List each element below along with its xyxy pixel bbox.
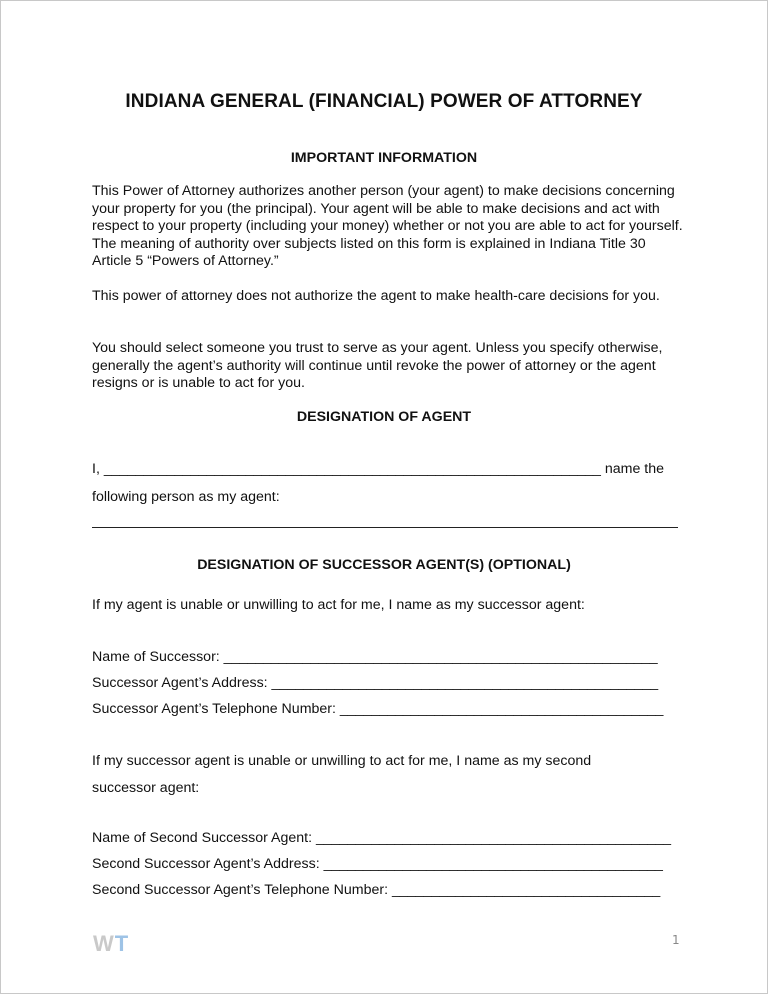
important-information-heading: IMPORTANT INFORMATION [290, 150, 478, 166]
agent-designation-text: following person as my agent: [92, 489, 280, 505]
wt-logo [93, 931, 129, 957]
successor-address-field[interactable]: Successor Agent’s Address: _________________________________________________ [92, 675, 659, 691]
important-paragraph-authority: This Power of Attorney authorizes another person (your agent) to make decisions concerning your property for you (the principal). Your agent will be able to make decisions and act with respect to your property (including your money) whether or not you are able to act for yourself. The meaning of authority over subjects listed on this form is explained in Indiana Title 30 Article 5 “Powers of Attorney.” [92, 183, 683, 269]
second-successor-intro-line2: successor agent: [92, 780, 200, 796]
principal-name-line[interactable]: I, _______________________________________________________________ name the [92, 461, 665, 477]
second-successor-intro-line1: If my successor agent is unable or unwilling to act for me, I name as my second [92, 753, 592, 769]
successor-phone-field[interactable]: Successor Agent’s Telephone Number: _________________________________________ [92, 701, 664, 717]
successor-name-field[interactable]: Name of Successor: _______________________________________________________ [92, 649, 658, 665]
logo-w-letter: W [93, 931, 115, 956]
logo-t-letter: T [114, 931, 130, 956]
important-paragraph-trust: You should select someone you trust to serve as your agent. Unless you specify otherwise, generally the agent’s authority will continue until revoke the power of attorney or the agent resigns or is unable to act for you. [92, 340, 663, 391]
important-paragraph-health-care: This power of attorney does not authorize the agent to make health-care decisions for you. [92, 288, 660, 304]
document-title: INDIANA GENERAL (FINANCIAL) POWER OF ATTORNEY [125, 91, 643, 112]
second-successor-address-field[interactable]: Second Successor Agent’s Address: ___________________________________________ [92, 856, 663, 872]
second-successor-phone-field[interactable]: Second Successor Agent’s Telephone Number: __________________________________ [92, 882, 661, 898]
designation-of-agent-heading: DESIGNATION OF AGENT [296, 409, 472, 425]
page-number: 1 [672, 933, 680, 947]
successor-agent-heading: DESIGNATION OF SUCCESSOR AGENT(S) (OPTIONAL) [197, 557, 571, 573]
agent-name-blank[interactable] [92, 511, 678, 528]
second-successor-name-field[interactable]: Name of Second Successor Agent: _____________________________________________ [92, 830, 672, 846]
successor-intro-text: If my agent is unable or unwilling to act for me, I name as my successor agent: [92, 597, 585, 613]
